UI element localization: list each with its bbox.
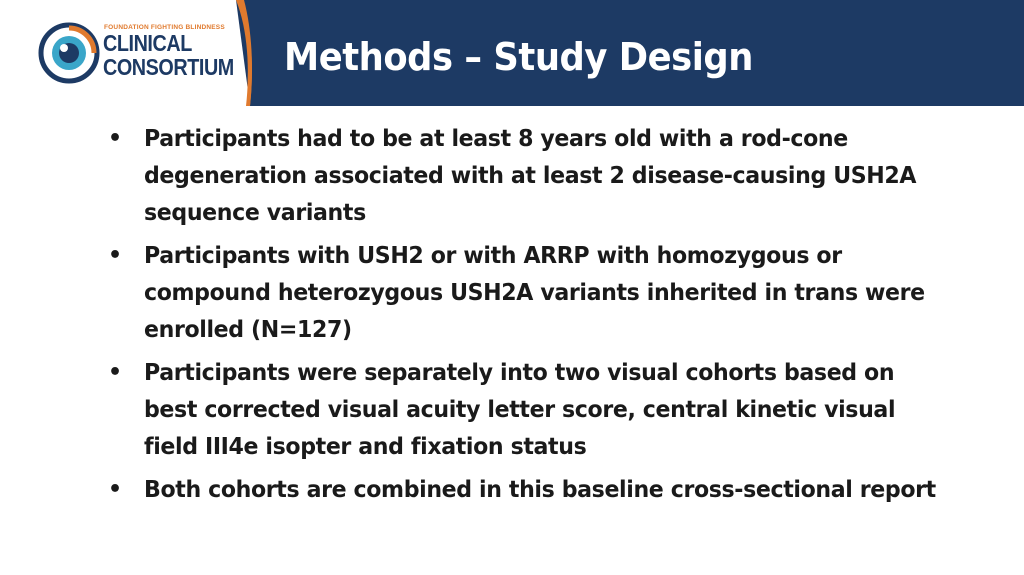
list-item (100, 120, 920, 231)
logo-tagline: FOUNDATION FIGHTING BLINDNESS (104, 24, 225, 31)
bullet-text: Participants were separately into two visual cohorts based on best corrected visual acuity letter score, central kinetic visual field III4e isopter and fixation status (144, 358, 896, 460)
bullet-list (100, 120, 936, 514)
list-item (100, 471, 936, 508)
list-item (100, 237, 925, 348)
eye-icon (38, 22, 100, 84)
header-orange-curve (240, 0, 262, 106)
bullet-text: Participants with USH2 or with ARRP with homozygous or compound heterozygous USH2A variants inherited in trans were enrolled (N=127) (144, 241, 925, 343)
clinical-consortium-logo (38, 22, 243, 84)
bullet-text: Both cohorts are combined in this baseline cross-sectional report (144, 475, 936, 503)
bullet-icon: • (108, 477, 122, 502)
list-item (100, 354, 920, 465)
bullet-icon: • (108, 243, 122, 268)
page-title: Methods – Study Design (284, 35, 753, 79)
logo-word-clinical: CLINICAL (103, 30, 192, 56)
bullet-icon: • (108, 360, 122, 385)
logo-word-consortium: CONSORTIUM (103, 54, 234, 80)
bullet-icon: • (108, 126, 122, 151)
bullet-text: Participants had to be at least 8 years old with a rod-cone degeneration associated with at least 2 disease-causing USH2A sequence variants (144, 124, 917, 226)
